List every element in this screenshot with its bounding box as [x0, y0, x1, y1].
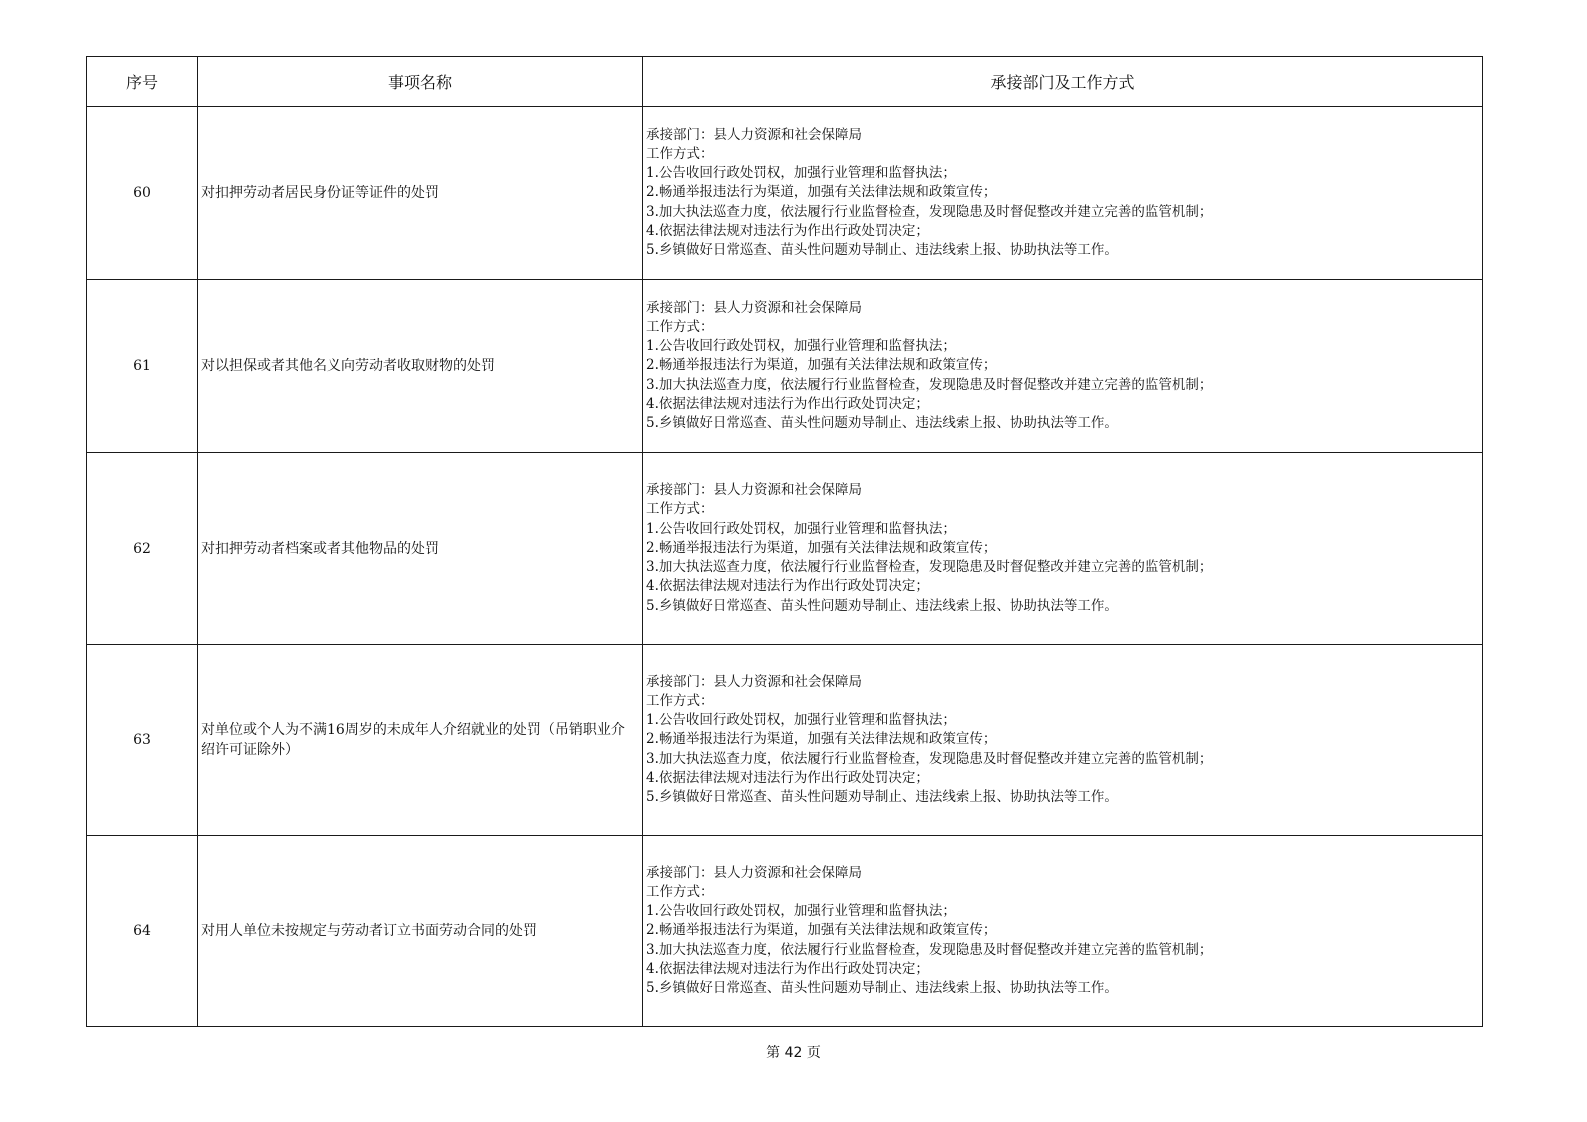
method-step-line: 5.乡镇做好日常巡查、苗头性问题劝导制止、违法线索上报、协助执法等工作。: [646, 980, 1118, 996]
table-row: [87, 453, 1483, 645]
row-item-name: 对扣押劳动者居民身份证等证件的处罚: [198, 107, 643, 280]
method-step-line: 5.乡镇做好日常巡查、苗头性问题劝导制止、违法线索上报、协助执法等工作。: [646, 415, 1118, 431]
row-seq-number: 60: [87, 107, 198, 280]
method-step-line: 3.加大执法巡查力度，依法履行行业监督检查，发现隐患及时督促整改并建立完善的监管机制；: [646, 941, 1213, 958]
department-line: 承接部门：县人力资源和社会保障局: [646, 299, 862, 316]
page-number: 第 42 页: [766, 1045, 821, 1061]
column-header-seq: 序号: [87, 57, 198, 107]
department-line: 承接部门：县人力资源和社会保障局: [646, 864, 862, 881]
method-heading-line: 工作方式：: [646, 692, 714, 709]
method-step-line: 2.畅通举报违法行为渠道，加强有关法律法规和政策宣传；: [646, 539, 997, 556]
table-row: [87, 836, 1483, 1027]
department-line: 承接部门：县人力资源和社会保障局: [646, 482, 862, 499]
method-step-line: 5.乡镇做好日常巡查、苗头性问题劝导制止、违法线索上报、协助执法等工作。: [646, 597, 1118, 614]
row-department-method: [643, 645, 1483, 836]
method-step-line: 5.乡镇做好日常巡查、苗头性问题劝导制止、违法线索上报、协助执法等工作。: [646, 242, 1118, 258]
method-step-line: 1.公告收回行政处罚权，加强行业管理和监督执法；: [646, 165, 956, 182]
row-seq-number: 63: [87, 645, 198, 836]
row-seq-number: 62: [87, 453, 198, 645]
method-heading-line: 工作方式：: [646, 501, 714, 518]
method-step-line: 4.依据法律法规对违法行为作出行政处罚决定；: [646, 960, 929, 977]
table-body: [87, 107, 1483, 1027]
row-department-method: [643, 107, 1483, 280]
method-step-line: 1.公告收回行政处罚权，加强行业管理和监督执法；: [646, 903, 956, 920]
table-header-row: [87, 57, 1483, 107]
row-item-name: 对扣押劳动者档案或者其他物品的处罚: [198, 453, 643, 645]
row-seq-number: 61: [87, 280, 198, 453]
method-step-line: 4.依据法律法规对违法行为作出行政处罚决定；: [646, 222, 929, 239]
method-step-line: 3.加大执法巡查力度，依法履行行业监督检查，发现隐患及时督促整改并建立完善的监管机制；: [646, 376, 1213, 393]
department-line: 承接部门：县人力资源和社会保障局: [646, 126, 862, 143]
row-item-name: 对单位或个人为不满16周岁的未成年人介绍就业的处罚（吊销职业介绍许可证除外）: [198, 645, 643, 836]
method-step-line: 2.畅通举报违法行为渠道，加强有关法律法规和政策宣传；: [646, 922, 997, 939]
row-department-method: [643, 453, 1483, 645]
row-item-name: 对以担保或者其他名义向劳动者收取财物的处罚: [198, 280, 643, 453]
method-step-line: 1.公告收回行政处罚权，加强行业管理和监督执法；: [646, 338, 956, 355]
row-department-method: [643, 836, 1483, 1027]
method-step-line: 4.依据法律法规对违法行为作出行政处罚决定；: [646, 578, 929, 595]
column-header-item: 事项名称: [198, 57, 643, 107]
method-step-line: 5.乡镇做好日常巡查、苗头性问题劝导制止、违法线索上报、协助执法等工作。: [646, 789, 1118, 805]
method-step-line: 3.加大执法巡查力度，依法履行行业监督检查，发现隐患及时督促整改并建立完善的监管机制；: [646, 559, 1213, 576]
row-department-method: [643, 280, 1483, 453]
method-step-line: 3.加大执法巡查力度，依法履行行业监督检查，发现隐患及时督促整改并建立完善的监管机制；: [646, 750, 1213, 767]
method-heading-line: 工作方式：: [646, 145, 714, 162]
method-step-line: 2.畅通举报违法行为渠道，加强有关法律法规和政策宣传；: [646, 357, 997, 374]
department-line: 承接部门：县人力资源和社会保障局: [646, 673, 862, 690]
row-seq-number: 64: [87, 836, 198, 1027]
method-heading-line: 工作方式：: [646, 318, 714, 335]
row-item-name: 对用人单位未按规定与劳动者订立书面劳动合同的处罚: [198, 836, 643, 1027]
method-step-line: 1.公告收回行政处罚权，加强行业管理和监督执法；: [646, 520, 956, 537]
table-row: [87, 107, 1483, 280]
method-heading-line: 工作方式：: [646, 883, 714, 900]
column-header-method: 承接部门及工作方式: [643, 57, 1483, 107]
method-step-line: 4.依据法律法规对违法行为作出行政处罚决定；: [646, 395, 929, 412]
method-step-line: 1.公告收回行政处罚权，加强行业管理和监督执法；: [646, 712, 956, 729]
table-row: [87, 280, 1483, 453]
method-step-line: 2.畅通举报违法行为渠道，加强有关法律法规和政策宣传；: [646, 184, 997, 201]
method-step-line: 3.加大执法巡查力度，依法履行行业监督检查，发现隐患及时督促整改并建立完善的监管机制；: [646, 203, 1213, 220]
method-step-line: 4.依据法律法规对违法行为作出行政处罚决定；: [646, 769, 929, 786]
document-table: [86, 56, 1483, 1027]
method-step-line: 2.畅通举报违法行为渠道，加强有关法律法规和政策宣传；: [646, 731, 997, 748]
table-row: [87, 645, 1483, 836]
